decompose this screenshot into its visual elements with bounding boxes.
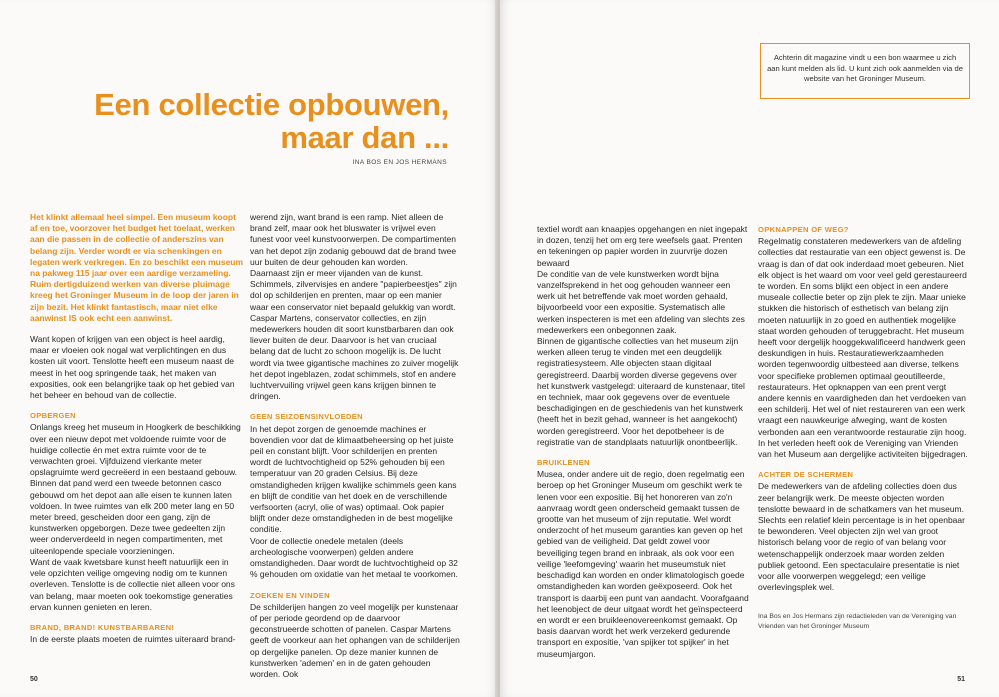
body-paragraph: Voor de collectie onedele metalen (deels archeologische voorwerpen) gelden andere omstandigheden. Daar wordt de luchtvochtigheid op 32 % gehouden om oxidatie van het metaal te voorkomen. xyxy=(250,535,458,580)
text-column-1 xyxy=(30,212,245,645)
section-heading-opknappen: OPKNAPPEN OF WEG? xyxy=(758,225,849,234)
section-heading-bruiklenen: BRUIKLENEN xyxy=(537,458,590,468)
section-heading-brand: BRAND, BRAND! KUNSTBARBAREN! xyxy=(30,622,175,632)
text-column-2 xyxy=(250,212,460,680)
title-line-1: Een collectie opbouwen, xyxy=(94,87,449,122)
page-number-right: 51 xyxy=(957,676,965,683)
body-paragraph: De schilderijen hangen zo veel mogelijk per kunstenaar of per periode geordend op de daarvoor geconstrueerde schotten of panelen. Caspar Martens geeft de voorkeur aan het ophangen van de schilderijen op dergelijke panelen. Op deze manier kunnen de kunstwerken 'ademen' en in de gaten gehouden worden. Ook xyxy=(250,601,460,679)
body-paragraph: Want kopen of krijgen van een object is heel aardig, maar er vloeien ook nogal wat verplichtingen en dus kosten uit voort. Tenslotte heeft een museum naast de meest in het oog springende taak, het maken van exposities, ook een belangrijke taak op het gebied van het beheer en behoud van de collectie. xyxy=(30,334,235,401)
author-note: Ina Bos en Jos Hermans zijn redactieleden van de Vereniging van Vrienden van het Groninger Museum xyxy=(758,612,957,630)
section-heading-schermen: ACHTER DE SCHERMEN xyxy=(758,470,854,480)
membership-callout: Achterin dit magazine vindt u een bon waarmee u zich aan kunt melden als lid. U kunt zich ook aanmelden via de website van het Groninger Museum. xyxy=(760,43,970,99)
section-heading-opbergen: OPBERGEN xyxy=(30,411,76,421)
title-line-2: maar dan ... xyxy=(280,120,449,155)
section-heading-seizoen: GEEN SEIZOENSINVLOEDEN xyxy=(250,412,363,422)
body-paragraph: Regelmatig constateren medewerkers van de afdeling collecties dat restauratie van een object gewenst is. De vraag is dan of dat ook inderdaad moet gebeuren. Niet elk object is het waard om voor veel geld gerestaureerd te worden. En soms blijkt een object in een andere museale collectie beter op zijn plek te zijn. Maar unieke stukken die historisch of esthetisch van belang zijn moeten natuurlijk in zo goed en authentiek mogelijke staat worden gehouden of teruggebracht. Het museum heeft voor dergelijk hooggekwalificeerd handwerk geen deskundigen in huis. Restauratiewerkzaamheden worden tegenwoordig uitbesteed aan diverse, telkens voor specifieke problemen optimaal geoutilleerde, restaurateurs. Het opknappen van een prent vergt andere kennis en vaardigheden dan het verdoeken van een schilderij. Het wel of niet restaureren van een werk vraagt een nauwkeurige afweging, want de kosten verbonden aan een verantwoorde restauratie zijn hoog. In het verleden heeft ook de Vereniging van Vrienden van het Museum aan dergelijke activiteiten bijgedragen. xyxy=(758,236,968,460)
text-column-3 xyxy=(537,224,750,660)
page-number-left: 50 xyxy=(30,676,38,683)
lead-paragraph: Het klinkt allemaal heel simpel. Een museum koopt af en toe, voorzover het budget het toelaat, werken aan die passen in de collectie of anderszins van belang zijn. Verder wordt er via schenkingen en legaten werk verkregen. En zo beschikt een museum na pakweg 115 jaar over een aardige verzameling. Ruim dertigduizend werken van diverse pluimage kreeg het Groninger Museum in de loop der jaren in zijn bezit. Het klinkt fantastisch, maar niet elke aanwinst IS ook echt een aanwinst. xyxy=(30,212,244,323)
left-page xyxy=(0,0,497,697)
body-paragraph: Binnen de gigantische collecties van het museum zijn werken alleen terug te vinden met een deugdelijk registratiesysteem. Alle objecten staan digitaal geregistreerd. Daarbij worden diverse gegevens over het kunstwerk vastgelegd: uiteraard de kunstenaar, titel en techniek, maar ook gegevens over de eventuele beschadigingen en de geschiedenis van het kunstwerk (heeft het in bezit gehad, wanneer is het aangekocht) worden geregistreerd. Voor het depotbeheer is de registratie van de standplaats natuurlijk onontbeerlijk. xyxy=(537,336,745,447)
article-title xyxy=(29,88,449,154)
body-paragraph: textiel wordt aan knaapjes opgehangen en niet ingepakt in dozen, tenzij het om erg tere weefsels gaat. Prenten en tekeningen op papier worden in zuurvrije dozen bewaard xyxy=(537,224,748,268)
body-paragraph: De medewerkers van de afdeling collecties doen dus zeer belangrijk werk. De meeste objecten worden tenslotte bewaard in de schatkamers van het museum. Slechts een relatief klein percentage is in het openbaar te bewonderen. Veel objecten zijn wel van groot historisch belang voor de regio of van belang voor wetenschappelijk onderzoek maar worden zelden publiek getoond. Een spectaculaire presentatie is niet voor alle voorwerpen weggelegd; een veilige overlevingsplek wel. xyxy=(758,481,965,593)
body-paragraph: Want de vaak kwetsbare kunst heeft natuurlijk een in vele opzichten veilige omgeving nodig om te kunnen overleven. Tenslotte is de collectie niet alleen voor ons van belang, maar moeten ook toekomstige generaties ervan kunnen genieten en leren. xyxy=(30,556,235,612)
byline: INA BOS EN JOS HERMANS xyxy=(352,159,447,166)
body-paragraph: De conditie van de vele kunstwerken wordt bijna vanzelfsprekend in het oog gehouden wanneer een werk uit het betreffende vak moet worden gehaald, bijvoorbeeld voor een expositie. Systematisch alle werken inspecteren is met een afdeling van slechts zes medewerkers een onbegonnen zaak. xyxy=(537,268,745,335)
body-paragraph: In het depot zorgen de genoemde machines er bovendien voor dat de klimaatbeheersing op het juiste peil en constant blijft. Voor schilderijen en prenten wordt de luchtvochtigheid op 52% gehouden bij een temperatuur van 20 graden Celsius. Bij deze omstandigheden krijgen kwalijke schimmels geen kans en blijft de conditie van het doek en de verschillende verfsoorten (acryl, olie of was) optimaal. Ook papier blijft onder deze omstandigheden in de best mogelijke conditie. xyxy=(250,423,457,535)
text-column-4 xyxy=(758,224,972,632)
section-heading-zoeken: ZOEKEN EN VINDEN xyxy=(250,590,330,600)
body-paragraph: In de eerste plaats moeten de ruimtes uiteraard brand- xyxy=(30,634,236,645)
body-paragraph: Daarnaast zijn er meer vijanden van de kunst. Schimmels, zilvervisjes en andere "papierbeestjes" zijn dol op schilderijen en prenten, maar op een manier waar een conservator niet bepaald gelukkig van wordt. Caspar Martens, conservator collecties, en zijn medewerkers houden dit soort kunstbarbaren dan ook liever buiten de deur. Daarvoor is het van cruciaal belang dat de lucht zo schoon mogelijk is. De lucht wordt via twee gigantische machines zo zuiver mogelijk het depot ingeblazen, zodat schimmels, stof en andere luchtvervuiling vrijwel geen kans krijgen binnen te dringen. xyxy=(250,268,459,402)
body-paragraph: Musea, onder andere uit de regio, doen regelmatig een beroep op het Groninger Museum om geschikt werk te lenen voor een expositie. Bij het honoreren van zo'n aanvraag wordt geen onderscheid gemaakt tussen de grootte van het museum of zijn reputatie. Wel wordt onderzocht of het museum garanties kan geven op het gebied van de veiligheid. Dat geldt zowel voor beveiliging tegen brand en inbraak, als ook voor een veilige 'leefomgeving' waarin het museumstuk niet beschadigd kan worden en onder klimatologisch goede omstandigheden kan worden geëxposeerd. Ook het transport is daarbij een punt van aandacht. Voorafgaand het leenobject de deur uitgaat wordt het geïnspecteerd en wordt er een bruikleenovereenkomst gemaakt. Op basis daarvan wordt het werk verzekerd gedurende transport en expositie, 'van spijker tot spijker' in het museumjargon. xyxy=(537,469,749,659)
body-paragraph: werend zijn, want brand is een ramp. Niet alleen de brand zelf, maar ook het bluswater is vrijwel even funest voor veel kunstvoorwerpen. De compartimenten van het depot zijn zodanig gebouwd dat de brand twee uur buiten de deur gehouden kan worden. xyxy=(250,212,457,267)
body-paragraph: Onlangs kreeg het museum in Hoogkerk de beschikking over een nieuw depot met voldoende ruimte voor de huidige collectie én met extra ruimte voor de te verwachten groei. Vijfduizend vierkante meter opslagruimte werd gecreëerd in een bestaand gebouw. Binnen dat pand werd een tweede betonnen casco gebouwd om het depot aan alle eisen te kunnen laten voldoen. In twee ruimtes van elk 200 meter lang en 50 meter breed, gescheiden door een gang, zijn de kunstwerken opgeborgen. Deze twee gedeelten zijn weer onderverdeeld in negen compartimenten, met uiteenlopende speciale voorzieningen. xyxy=(30,422,241,556)
